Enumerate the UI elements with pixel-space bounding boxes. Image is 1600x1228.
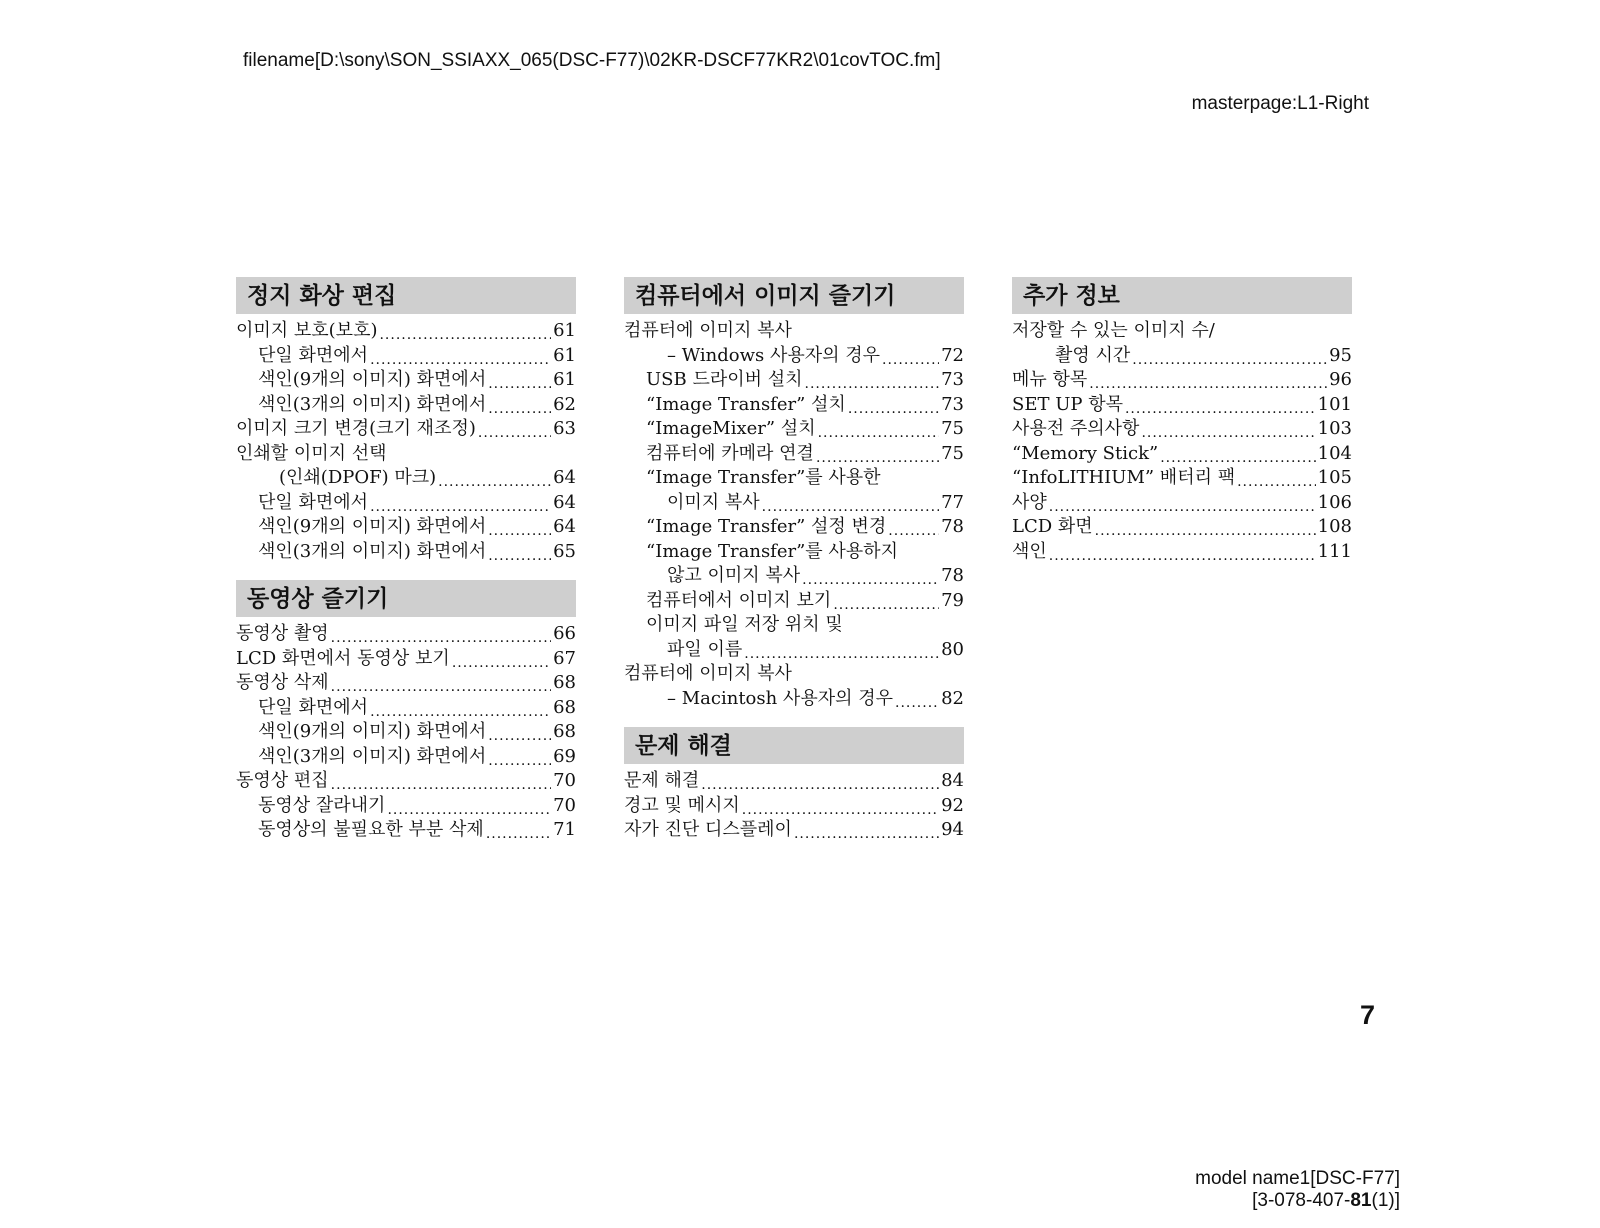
- toc-entry-text: 인쇄할 이미지 선택: [236, 442, 387, 464]
- toc-entry-text: “Image Transfer” 설정 변경: [646, 516, 887, 537]
- toc-entry-text: “InfoLITHIUM” 배터리 팩: [1012, 467, 1236, 488]
- dot-leader: [488, 371, 551, 389]
- toc-entry: [236, 745, 576, 770]
- toc-entry: [1012, 466, 1352, 491]
- toc-entry-page: 61: [553, 320, 576, 341]
- toc-entry-text: 색인(3개의 이미지) 화면에서: [258, 393, 487, 415]
- section-title: 동영상 즐기기: [236, 580, 576, 617]
- toc-entry: [236, 720, 576, 745]
- toc-entry-page: 66: [553, 623, 576, 644]
- toc-entry: [624, 589, 964, 614]
- dot-leader: [488, 518, 551, 536]
- toc-entry-text: 컴퓨터에 이미지 복사: [624, 663, 792, 684]
- dot-leader: [488, 748, 551, 766]
- toc-entry: [624, 662, 964, 687]
- toc-entry-text: 사용전 주의사항: [1012, 418, 1140, 439]
- toc-entry-page: 72: [941, 344, 964, 366]
- toc-entry-text: 단일 화면에서: [258, 696, 369, 718]
- toc-entry: [624, 442, 964, 467]
- toc-entry: [624, 344, 964, 369]
- toc-entry-text: 자가 진단 디스플레이: [624, 819, 792, 840]
- dot-leader: [452, 650, 551, 668]
- dot-leader: [478, 420, 551, 438]
- dot-leader: [370, 494, 551, 512]
- toc-entry-text: LCD 화면: [1012, 516, 1093, 537]
- toc-entry-text: 단일 화면에서: [258, 491, 369, 513]
- toc-entry-page: 68: [553, 721, 576, 742]
- dot-leader: [1049, 543, 1316, 561]
- dot-leader: [802, 567, 939, 585]
- toc-entry: [624, 638, 964, 663]
- toc-entry: [624, 818, 964, 843]
- toc-entry: [236, 671, 576, 696]
- toc-section: [236, 277, 576, 564]
- toc-entry-page: 67: [553, 647, 576, 669]
- toc-entry-page: 92: [941, 794, 964, 816]
- toc-entry: [236, 540, 576, 565]
- dot-leader: [833, 592, 939, 610]
- toc-entry-text: 동영상의 불필요한 부분 삭제: [258, 819, 484, 840]
- toc-entry-text: 동영상 잘라내기: [258, 794, 386, 816]
- dot-leader: [882, 347, 939, 365]
- toc-entry-page: 78: [941, 565, 964, 586]
- part-number-prefix: [3-078-407-: [1252, 1190, 1351, 1211]
- toc-entry-text: 이미지 파일 저장 위치 및: [646, 614, 843, 635]
- toc-entry: [236, 344, 576, 369]
- toc-entry-page: 95: [1329, 344, 1352, 366]
- dot-leader: [1141, 420, 1315, 438]
- toc-entry-text: 동영상 촬영: [236, 623, 329, 644]
- part-number-suffix: (1)]: [1371, 1190, 1400, 1211]
- dot-leader: [895, 690, 939, 708]
- toc-entry-text: 사양: [1012, 491, 1047, 513]
- toc-entry-page: 64: [553, 467, 576, 488]
- toc-entry-text: 이미지 보호(보호): [236, 320, 378, 341]
- dot-leader: [370, 699, 551, 717]
- toc-entry: [624, 466, 964, 491]
- dot-leader: [888, 518, 939, 536]
- toc-entry: [624, 613, 964, 638]
- dot-leader: [805, 371, 940, 389]
- masterpage-label: masterpage:L1-Right: [1191, 93, 1369, 114]
- dot-leader: [438, 469, 551, 487]
- toc-entry: [236, 818, 576, 843]
- toc-entry: [236, 319, 576, 344]
- toc-entry-page: 77: [941, 491, 964, 513]
- toc-entry-page: 68: [553, 672, 576, 693]
- toc-entry: [1012, 540, 1352, 565]
- toc-entry-text: – Macintosh 사용자의 경우: [667, 687, 893, 709]
- toc-entry-text: 색인(9개의 이미지) 화면에서: [258, 721, 487, 742]
- toc-entry: [236, 393, 576, 418]
- toc-entry-page: 82: [941, 687, 964, 709]
- toc-entry-text: 단일 화면에서: [258, 344, 369, 366]
- toc-entry: [1012, 515, 1352, 540]
- toc-entry-page: 106: [1317, 491, 1352, 513]
- toc-entry-text: 컴퓨터에서 이미지 보기: [646, 589, 832, 611]
- dot-leader: [488, 543, 551, 561]
- toc-entry: [624, 769, 964, 794]
- toc-entry: [236, 466, 576, 491]
- toc-entry-page: 104: [1317, 442, 1352, 464]
- toc-entry: [1012, 368, 1352, 393]
- dot-leader: [486, 821, 551, 839]
- toc-section: [624, 277, 964, 711]
- dot-leader: [379, 322, 551, 340]
- toc-entry: [236, 622, 576, 647]
- toc-entry-text: 메뉴 항목: [1012, 369, 1088, 390]
- toc-entry-text: “Memory Stick”: [1012, 442, 1159, 464]
- dot-leader: [1125, 396, 1316, 414]
- dot-leader: [1095, 518, 1316, 536]
- toc-entry-text: (인쇄(DPOF) 마크): [279, 467, 437, 488]
- section-title: 문제 해결: [624, 727, 964, 764]
- dot-leader: [331, 674, 551, 692]
- toc-entry-text: 색인(3개의 이미지) 화면에서: [258, 745, 487, 767]
- toc-entry: [236, 515, 576, 540]
- toc-entry-text: 동영상 삭제: [236, 672, 329, 693]
- toc-entry-page: 75: [941, 418, 964, 439]
- section-title: 정지 화상 편집: [236, 277, 576, 314]
- toc-entry-text: LCD 화면에서 동영상 보기: [236, 647, 450, 669]
- toc-entry: [236, 647, 576, 672]
- toc-entry: [1012, 442, 1352, 467]
- dot-leader: [1237, 469, 1316, 487]
- part-number-bold: 81: [1350, 1190, 1372, 1211]
- toc-column-2: [624, 277, 964, 859]
- toc-entry-page: 62: [553, 393, 576, 415]
- toc-entry-text: 문제 해결: [624, 770, 700, 791]
- dot-leader: [387, 797, 551, 815]
- toc-entry-page: 70: [553, 794, 576, 816]
- toc-entry-text: 색인(9개의 이미지) 화면에서: [258, 516, 487, 537]
- dot-leader: [742, 797, 939, 815]
- toc-entry-text: 색인(9개의 이미지) 화면에서: [258, 369, 487, 390]
- toc-entry-text: 이미지 복사: [667, 491, 760, 513]
- dot-leader: [370, 347, 551, 365]
- toc-column-1: [236, 277, 576, 859]
- toc-entry-text: 저장할 수 있는 이미지 수/: [1012, 320, 1215, 341]
- toc-entry-text: 색인(3개의 이미지) 화면에서: [258, 540, 487, 562]
- toc-entry: [1012, 417, 1352, 442]
- toc-section: [236, 580, 576, 843]
- toc-entry: [236, 491, 576, 516]
- toc-entry-text: “Image Transfer”를 사용하지: [646, 540, 898, 562]
- toc-entry: [624, 794, 964, 819]
- toc-entry: [624, 417, 964, 442]
- dot-leader: [794, 821, 939, 839]
- toc-entry-page: 101: [1317, 393, 1352, 415]
- toc-entry-page: 80: [941, 638, 964, 660]
- toc-entry: [236, 794, 576, 819]
- toc-entry-page: 105: [1317, 467, 1352, 488]
- section-title: 추가 정보: [1012, 277, 1352, 314]
- dot-leader: [1132, 347, 1327, 365]
- dot-leader: [701, 772, 939, 790]
- toc-section: [1012, 277, 1352, 564]
- model-info: [1195, 1168, 1400, 1212]
- toc-entry-page: 65: [553, 540, 576, 562]
- toc-entry-text: “Image Transfer”를 사용한: [646, 467, 881, 488]
- toc-entry: [1012, 344, 1352, 369]
- toc-entry-page: 75: [941, 442, 964, 464]
- toc-entry: [236, 368, 576, 393]
- dot-leader: [816, 445, 939, 463]
- toc-entry-page: 84: [941, 770, 964, 791]
- dot-leader: [488, 396, 551, 414]
- toc-entry: [624, 319, 964, 344]
- toc-entry: [624, 687, 964, 712]
- toc-entry: [236, 442, 576, 467]
- toc-entry: [624, 368, 964, 393]
- section-title: 컴퓨터에서 이미지 즐기기: [624, 277, 964, 314]
- dot-leader: [848, 396, 939, 414]
- toc-entry-page: 103: [1317, 418, 1352, 439]
- dot-leader: [818, 420, 940, 438]
- toc-entry-page: 69: [553, 745, 576, 767]
- toc-entry-page: 71: [553, 819, 576, 840]
- toc-entry-page: 64: [553, 491, 576, 513]
- toc-entry: [236, 417, 576, 442]
- toc-entry: [624, 564, 964, 589]
- toc-entry: [624, 515, 964, 540]
- toc-entry: [1012, 491, 1352, 516]
- toc-entry-page: 61: [553, 369, 576, 390]
- toc-entry-page: 94: [941, 819, 964, 840]
- toc-column-3: [1012, 277, 1352, 580]
- toc-entry-page: 68: [553, 696, 576, 718]
- toc-entry-text: 촬영 시간: [1055, 344, 1131, 366]
- toc-entry-page: 64: [553, 516, 576, 537]
- part-number-line: [1195, 1190, 1400, 1212]
- toc-entry-text: 이미지 크기 변경(크기 재조정): [236, 418, 476, 439]
- model-name-line: model name1[DSC-F77]: [1195, 1168, 1400, 1189]
- dot-leader: [488, 723, 551, 741]
- toc-entry-text: 컴퓨터에 카메라 연결: [646, 442, 814, 464]
- toc-entry-page: 73: [941, 369, 964, 390]
- toc-entry: [1012, 319, 1352, 344]
- toc-entry-text: 색인: [1012, 540, 1047, 562]
- toc-entry-page: 70: [553, 770, 576, 791]
- toc-entry-text: SET UP 항목: [1012, 393, 1123, 415]
- toc-entry-text: 파일 이름: [667, 638, 743, 660]
- toc-entry: [624, 491, 964, 516]
- dot-leader: [762, 494, 939, 512]
- filename-header: filename[D:\sony\SON_SSIAXX_065(DSC-F77)\02KR-DSCF77KR2\01covTOC.fm]: [243, 50, 941, 71]
- toc-entry-page: 61: [553, 344, 576, 366]
- toc-entry-text: – Windows 사용자의 경우: [667, 344, 881, 366]
- toc-section: [624, 727, 964, 843]
- toc-entry-text: 경고 및 메시지: [624, 794, 740, 816]
- toc-entry-text: 않고 이미지 복사: [667, 565, 801, 586]
- dot-leader: [1089, 371, 1327, 389]
- toc-entry-text: “Image Transfer” 설치: [646, 393, 846, 415]
- toc-entry: [236, 769, 576, 794]
- toc-entry-text: USB 드라이버 설치: [646, 369, 803, 390]
- toc-entry-page: 108: [1317, 516, 1352, 537]
- toc-entry: [1012, 393, 1352, 418]
- toc-entry-text: 컴퓨터에 이미지 복사: [624, 320, 792, 341]
- dot-leader: [1160, 445, 1315, 463]
- dot-leader: [1049, 494, 1316, 512]
- toc-entry-page: 73: [941, 393, 964, 415]
- toc-entry-page: 78: [941, 516, 964, 537]
- dot-leader: [331, 772, 551, 790]
- toc-entry-text: “ImageMixer” 설치: [646, 418, 816, 439]
- toc-entry: [624, 540, 964, 565]
- toc-entry: [236, 696, 576, 721]
- toc-entry-page: 111: [1317, 540, 1352, 562]
- toc-entry: [624, 393, 964, 418]
- dot-leader: [744, 641, 939, 659]
- toc-entry-page: 63: [553, 418, 576, 439]
- toc-entry-page: 96: [1329, 369, 1352, 390]
- page-number: 7: [1360, 1000, 1376, 1030]
- dot-leader: [331, 625, 551, 643]
- toc-entry-page: 79: [941, 589, 964, 611]
- toc-entry-text: 동영상 편집: [236, 770, 329, 791]
